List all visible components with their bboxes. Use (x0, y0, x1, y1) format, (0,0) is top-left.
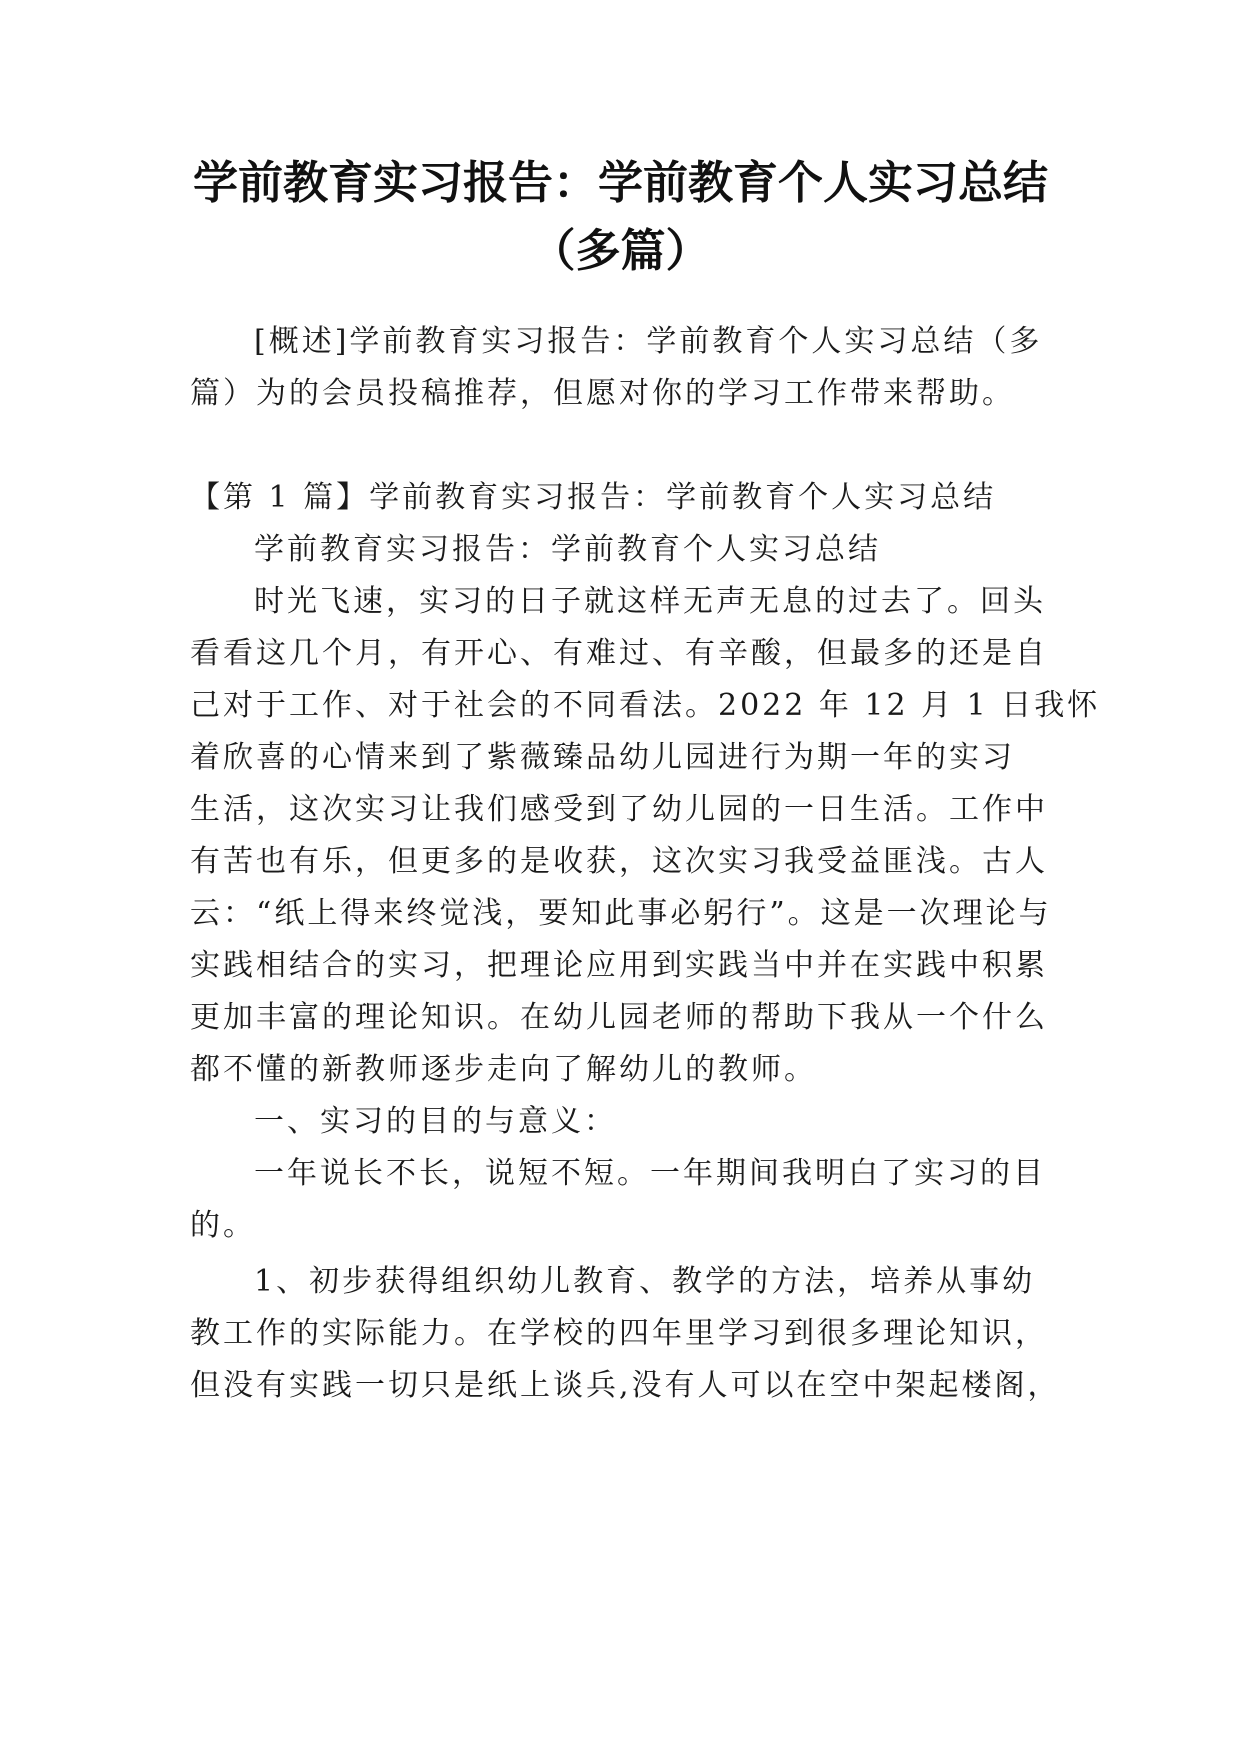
document-title-continued: （多篇） (530, 224, 711, 277)
paragraph-line: 1、初步获得组织幼儿教育、教学的方法，培养从事幼 (254, 1264, 1036, 1299)
paragraph-line: 教工作的实际能力。在学校的四年里学习到很多理论知识， (190, 1316, 1048, 1351)
section-heading: 一、实习的目的与意义： (254, 1104, 617, 1139)
paragraph-line: 但没有实践一切只是纸上谈兵,没有人可以在空中架起楼阁， (190, 1368, 1061, 1403)
paragraph-line: 都不懂的新教师逐步走向了解幼儿的教师。 (190, 1052, 817, 1087)
paragraph-line: 着欣喜的心情来到了紫薇臻品幼儿园进行为期一年的实习 (190, 740, 1015, 775)
section-heading: 【第 1 篇】学前教育实习报告：学前教育个人实习总结 (190, 480, 997, 515)
summary-line: [概述]学前教育实习报告：学前教育个人实习总结（多 (254, 324, 1043, 359)
paragraph-line: 己对于工作、对于社会的不同看法。2022 年 12 月 1 日我怀 (190, 688, 1101, 723)
paragraph-line: 看看这几个月，有开心、有难过、有辛酸，但最多的还是自 (190, 636, 1048, 671)
paragraph-line: 云：“纸上得来终觉浅，要知此事必躬行”。这是一次理论与 (190, 896, 1052, 931)
section-subtitle: 学前教育实习报告：学前教育个人实习总结 (254, 532, 881, 567)
paragraph-line: 更加丰富的理论知识。在幼儿园老师的帮助下我从一个什么 (190, 1000, 1048, 1035)
paragraph-line: 有苦也有乐，但更多的是收获，这次实习我受益匪浅。古人 (190, 844, 1048, 879)
document-title: 学前教育实习报告：学前教育个人实习总结 (192, 156, 1048, 209)
summary-line: 篇）为的会员投稿推荐，但愿对你的学习工作带来帮助。 (190, 376, 1015, 411)
paragraph-line: 时光飞速，实习的日子就这样无声无息的过去了。回头 (254, 584, 1046, 619)
paragraph-line: 生活，这次实习让我们感受到了幼儿园的一日生活。工作中 (190, 792, 1048, 827)
paragraph-line: 实践相结合的实习，把理论应用到实践当中并在实践中积累 (190, 948, 1048, 983)
paragraph-line: 的。 (190, 1208, 256, 1243)
paragraph-line: 一年说长不长，说短不短。一年期间我明白了实习的目 (254, 1156, 1046, 1191)
